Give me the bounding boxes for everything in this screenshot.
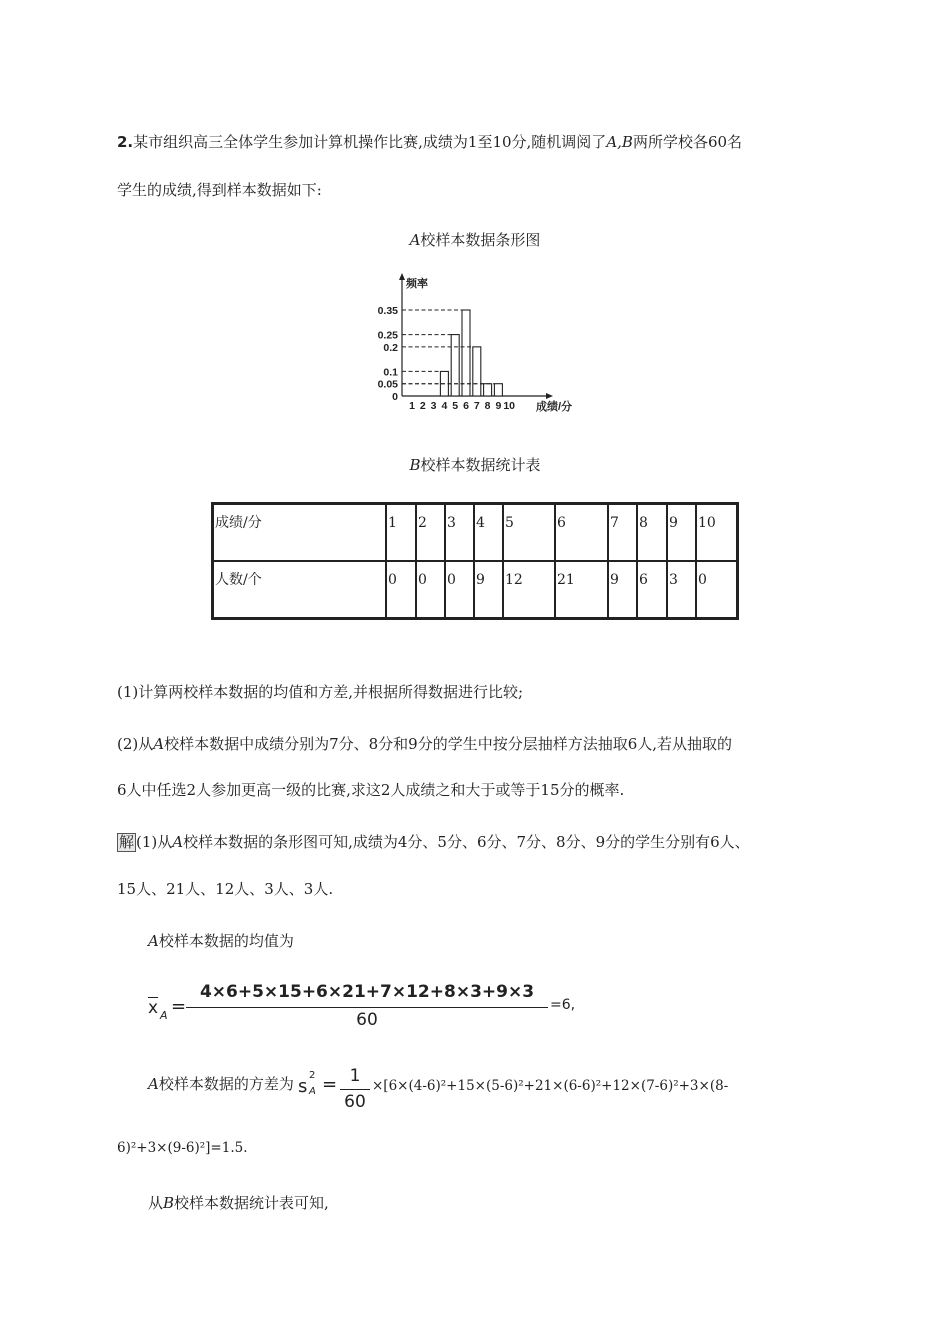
- x-tick-label: 6: [463, 400, 469, 412]
- x-tick-label: 3: [430, 400, 437, 412]
- x-axis-label: 成绩/分: [536, 401, 573, 413]
- bar: [494, 384, 502, 396]
- x-axis-arrow: [546, 393, 553, 399]
- table-cell: 10: [696, 504, 738, 562]
- b-school-table: [211, 502, 739, 620]
- solution-line-1: 解 (1)从A校样本数据的条形图可知,成绩为4分、5分、6分、7分、8分、9分的学生分别有6人、: [119, 833, 750, 851]
- y-tick-label: 0.1: [383, 366, 398, 379]
- question-2-line-2: 6人中任选2人参加更高一级的比赛,求这2人成绩之和大于或等于15分的概率.: [117, 781, 625, 799]
- fraction-bar: [340, 1089, 370, 1090]
- question-1: (1)计算两校样本数据的均值和方差,并根据所得数据进行比较;: [117, 683, 524, 701]
- fraction-bar: [186, 1007, 548, 1008]
- y-tick-label: 0.2: [383, 341, 398, 354]
- table-title: B校样本数据统计表: [409, 456, 541, 474]
- table-cell: 3: [445, 504, 474, 562]
- table-cell: 9: [667, 504, 696, 562]
- variance-expression-1: ×[6×(4-6)²+15×(5-6)²+21×(6-6)²+12×(7-6)²+3×(8-: [372, 1078, 729, 1094]
- solution-line-2: 15人、21人、12人、3人、3人.: [117, 880, 334, 898]
- table-cell: 8: [637, 504, 667, 562]
- table-row: [213, 504, 738, 562]
- y-tick-label: 0: [392, 391, 398, 403]
- bar: [451, 335, 459, 396]
- x-tick-label: 10: [503, 400, 516, 412]
- table-cell: 6: [555, 504, 608, 562]
- x-tick-label: 8: [484, 400, 491, 412]
- variance-expression-2: 6)²+3×(9-6)²]=1.5.: [117, 1140, 248, 1156]
- x-tick-label: 9: [495, 400, 502, 412]
- problem-line-1: 2.某市组织高三全体学生参加计算机操作比赛,成绩为1至10分,随机调阅了A,B两所学校各60名: [117, 133, 743, 151]
- y-tick-label: 0.05: [377, 378, 398, 391]
- y-tick-label: 0.25: [377, 329, 398, 342]
- table-cell: 3: [667, 561, 696, 619]
- mean-intro: A校样本数据的均值为: [148, 932, 294, 950]
- variance-intro: A校样本数据的方差为: [148, 1075, 294, 1093]
- table-cell: 7: [608, 504, 637, 562]
- table-cell: 6: [637, 561, 667, 619]
- mean-denominator: 60: [356, 1010, 378, 1030]
- bar: [484, 384, 492, 396]
- solution-label: 解: [119, 833, 135, 851]
- table-cell: 1: [386, 504, 416, 562]
- problem-line-2: 学生的成绩,得到样本数据如下:: [117, 181, 322, 199]
- x-tick-label: 4: [441, 400, 448, 412]
- x-tick-label: 1: [409, 400, 415, 412]
- bar: [462, 310, 470, 396]
- b-intro: 从B校样本数据统计表可知,: [148, 1194, 329, 1212]
- table-cell: 0: [696, 561, 738, 619]
- x-tick-label: 2: [419, 400, 426, 412]
- table-row: [213, 561, 738, 619]
- table-cell: 12: [503, 561, 555, 619]
- bar-chart: [360, 270, 600, 420]
- table-header-count: 人数/个: [213, 561, 387, 619]
- x-tick-label: 7: [473, 400, 480, 412]
- y-tick-label: 0.35: [377, 305, 398, 317]
- question-2-line-1: (2)从A校样本数据中成绩分别为7分、8分和9分的学生中按分层抽样方法抽取6人,若从抽取的: [117, 735, 733, 753]
- table-cell: 5: [503, 504, 555, 562]
- table-cell: 9: [474, 561, 503, 619]
- table-header-score: 成绩/分: [213, 504, 387, 562]
- table-cell: 9: [608, 561, 637, 619]
- table-cell: 0: [445, 561, 474, 619]
- chart-title: A校样本数据条形图: [409, 231, 541, 249]
- mean-numerator: 4×6+5×15+6×21+7×12+8×3+9×3: [199, 982, 535, 1002]
- x-tick-label: 5: [452, 400, 459, 412]
- table-cell: 2: [416, 504, 445, 562]
- table-cell: 0: [386, 561, 416, 619]
- y-axis-arrow: [399, 273, 405, 280]
- mean-symbol: $\overline{x}$: [148, 998, 159, 1018]
- problem-number: 2.: [117, 133, 134, 151]
- table-cell: 21: [555, 561, 608, 619]
- table-cell: 4: [474, 504, 503, 562]
- y-axis-label: 频率: [406, 278, 428, 290]
- table-cell: 0: [416, 561, 445, 619]
- bar: [473, 347, 481, 396]
